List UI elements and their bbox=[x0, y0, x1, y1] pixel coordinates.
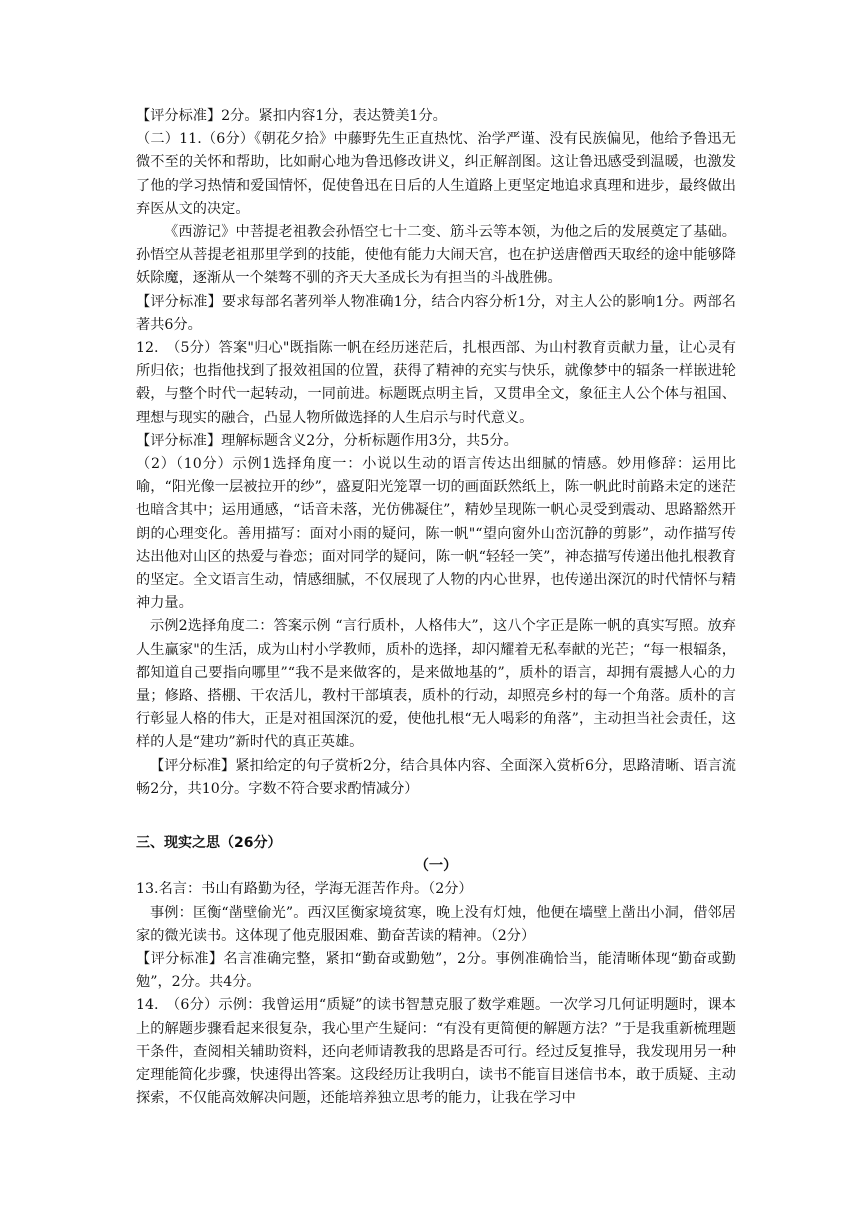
answer-12-2-example-1: （2）（10分）示例1选择角度一：小说以生动的语言传达出细腻的情感。妙用修辞：运用比喻，“阳光像一层被拉开的纱”，盛夏阳光笼罩一切的画面跃然纸上，陈一帆此时前路未定的迷茫也暗含其中；运用通感，“话音未落，光仿佛凝住”，精妙呈现陈一帆心灵受到震动、思路豁然开朗的心理变化。善用描写：面对小雨的疑问，陈一帆"“望向窗外山峦沉静的剪影”，动作描写传达出他对山区的热爱与眷恋；面对同学的疑问，陈一帆“轻轻一笑”，神态描写传递出他扎根教育的坚定。全文语言生动，情感细腻，不仅展现了人物的内心世界，也传递出深沉的时代情怀与精神力量。 bbox=[136, 456, 736, 612]
scoring-criteria-13: 【评分标准】名言准确完整，紧扣“勤奋或勤勉”，2分。事例准确恰当，能清晰体现“勤奋或勤勉”，2分。共4分。 bbox=[136, 951, 736, 991]
answer-13-example: 事例：匡衡“凿壁偷光”。西汉匡衡家境贫寒，晚上没有灯烛，他便在墙壁上凿出小洞，借邻居家的微光读书。这体现了他克服困难、勤奋苦读的精神。（2分） bbox=[136, 904, 736, 944]
section-heading: 三、现实之思（26分） bbox=[136, 835, 282, 851]
scoring-criteria-10: 【评分标准】2分。紧扣内容1分，表达赞美1分。 bbox=[136, 108, 447, 124]
subsection-heading: （一） bbox=[414, 858, 458, 875]
answer-14: 14. （6分）示例：我曾运用“质疑”的读书智慧克服了数学难题。一次学习几何证明题时，课本上的解题步骤看起来很复杂，我心里产生疑问：“有没有更简便的解题方法？”于是我重新梳理题干条件，查阅相关辅助资料，还向老师请教我的思路是否可行。经过反复推导，我发现用另一种定理能简化步骤，快速得出答案。这段经历让我明白，读书不能盲目迷信书本，敢于质疑、主动探索，不仅能高效解决问题，还能培养独立思考的能力，让我在学习中 bbox=[136, 997, 736, 1107]
answer-section-2 bbox=[136, 105, 736, 801]
scoring-criteria-12-2: 【评分标准】紧扣给定的句子赏析2分，结合具体内容、全面深入赏析6分，思路清晰、语言流畅2分，共10分。字数不符合要求酌情减分） bbox=[136, 757, 736, 797]
scoring-criteria-12-1: 【评分标准】理解标题含义2分，分析标题作用3分，共5分。 bbox=[136, 432, 518, 449]
answer-11-journey-west: 《西游记》中菩提老祖教会孙悟空七十二变、筋斗云等本领，为他之后的发展奠定了基础。孙悟空从菩提老祖那里学到的技能，使他有能力大闹天宫，也在护送唐僧西天取经的途中能够降妖除魔，逐渐从一个桀骜不驯的齐天大圣成长为有担当的斗战胜佛。 bbox=[136, 224, 736, 287]
answer-section-3 bbox=[136, 832, 736, 1110]
answer-13-quote: 13.名言：书山有路勤为径，学海无涯苦作舟。（2分） bbox=[136, 881, 473, 898]
answer-12-1: 12. （5分）答案"归心"既指陈一帆在经历迷茫后，扎根西部、为山村教育贡献力量，让心灵有所归依；也指他找到了报效祖国的位置，获得了精神的充实与快乐，就像梦中的辐条一样嵌进轮毂，与整个时代一起转动，一同前进。标题既点明主旨，又贯串全文，象征主人公个体与祖国、理想与现实的融合，凸显人物所做选择的人生启示与时代意义。 bbox=[136, 340, 736, 426]
answer-11: （二）11.（6分）《朝花夕拾》中藤野先生正直热忱、治学严谨、没有民族偏见，他给予鲁迅无微不至的关怀和帮助，比如耐心地为鲁迅修改讲义，纠正解剖图。这让鲁迅感受到温暖，也激发了他的学习热情和爱国情怀，促使鲁迅在日后的人生道路上更坚定地追求真理和进步，最终做出弃医从文的决定。 bbox=[136, 131, 736, 217]
answer-12-2-example-2: 示例2选择角度二：答案示例 “言行质朴，人格伟大”，这八个字正是陈一帆的真实写照。放弃人生赢家"的生活，成为山村小学教师，质朴的选择，却闪耀着无私奉献的光芒；“每一根辐条，都知道自己要指向哪里”“我不是来做客的，是来做地基的”，质朴的语言，却拥有震撼人心的力量；修路、搭棚、干农活儿，教村干部填表，质朴的行动，却照亮乡村的每一个角落。质朴的言行彰显人格的伟大，正是对祖国深沉的爱，使他扎根“无人喝彩的角落”，主动担当社会责任，这样的人是“建功”新时代的真正英雄。 bbox=[136, 618, 736, 751]
scoring-criteria-11: 【评分标准】要求每部名著列举人物准确1分，结合内容分析1分，对主人公的影响1分。两部名著共6分。 bbox=[136, 293, 736, 333]
